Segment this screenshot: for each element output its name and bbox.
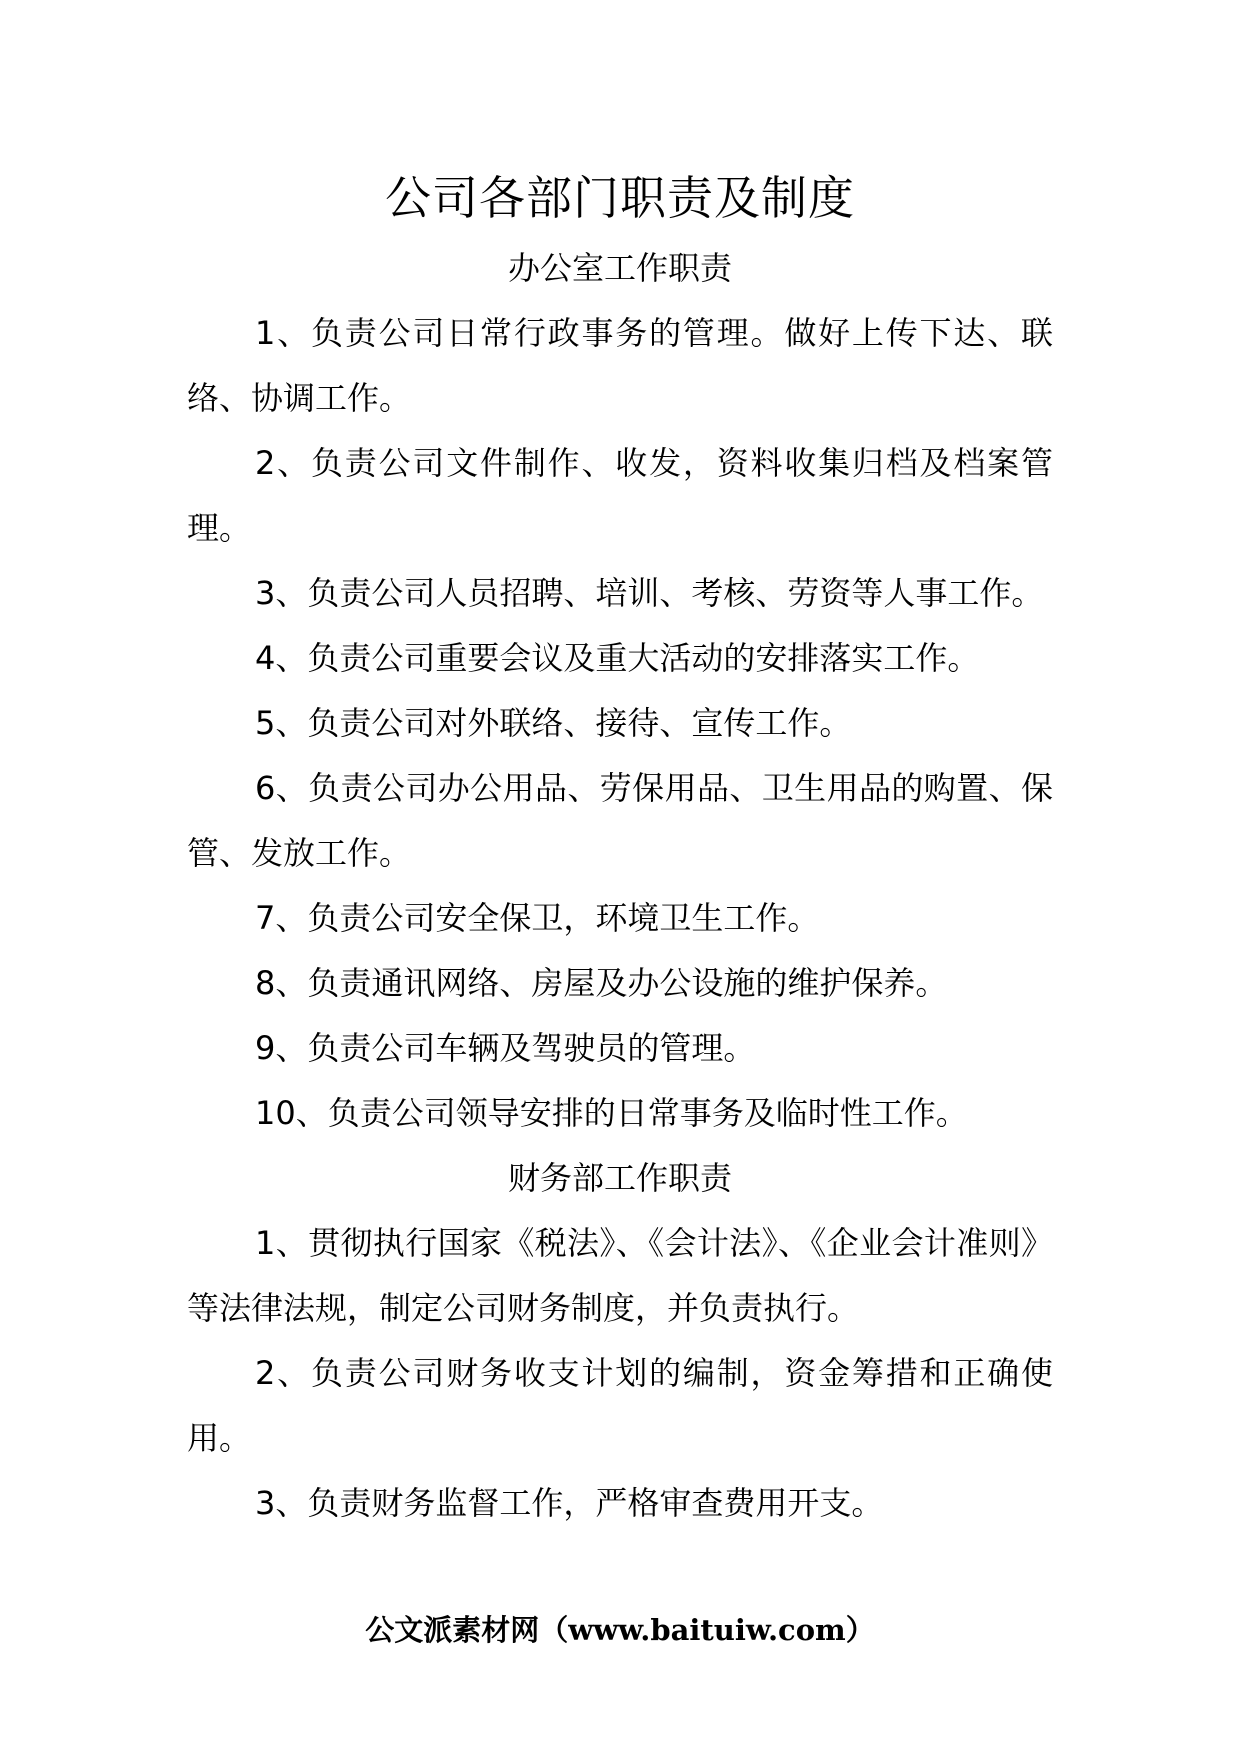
section-heading-finance: 财务部工作职责 [507,1159,732,1197]
office-duty-5: 5、负责公司对外联络、接待、宣传工作。 [255,704,852,742]
section-heading-office: 办公室工作职责 [507,249,732,287]
document-body [187,160,1053,1536]
finance-duty-2: 2、负责公司财务收支计划的编制，资金筹措和正确使用。 [187,1354,1053,1457]
finance-duty-1: 1、贯彻执行国家《税法》、《会计法》、《企业会计准则》等法律法规，制定公司财务制度，并负责执行。 [187,1224,1053,1327]
finance-duty-3: 3、负责财务监督工作，严格审查费用开支。 [255,1484,884,1522]
office-duty-1: 1、负责公司日常行政事务的管理。做好上传下达、联络、协调工作。 [187,314,1053,417]
section-finance [187,1146,1053,1536]
section-office [187,236,1053,1146]
footer-watermark: 公文派素材网（www.baituiw.com） [365,1613,875,1647]
office-duty-2: 2、负责公司文件制作、收发，资料收集归档及档案管理。 [187,444,1053,547]
document-title: 公司各部门职责及制度 [385,171,855,225]
office-duty-6: 6、负责公司办公用品、劳保用品、卫生用品的购置、保管、发放工作。 [187,769,1053,872]
office-duty-4: 4、负责公司重要会议及重大活动的安排落实工作。 [255,639,980,677]
office-duty-3: 3、负责公司人员招聘、培训、考核、劳资等人事工作。 [255,574,1044,612]
office-duty-8: 8、负责通讯网络、房屋及办公设施的维护保养。 [255,964,948,1002]
office-duty-10: 10、负责公司领导安排的日常事务及临时性工作。 [255,1094,968,1132]
office-duty-9: 9、负责公司车辆及驾驶员的管理。 [255,1029,756,1067]
office-duty-7: 7、负责公司安全保卫，环境卫生工作。 [255,899,820,937]
